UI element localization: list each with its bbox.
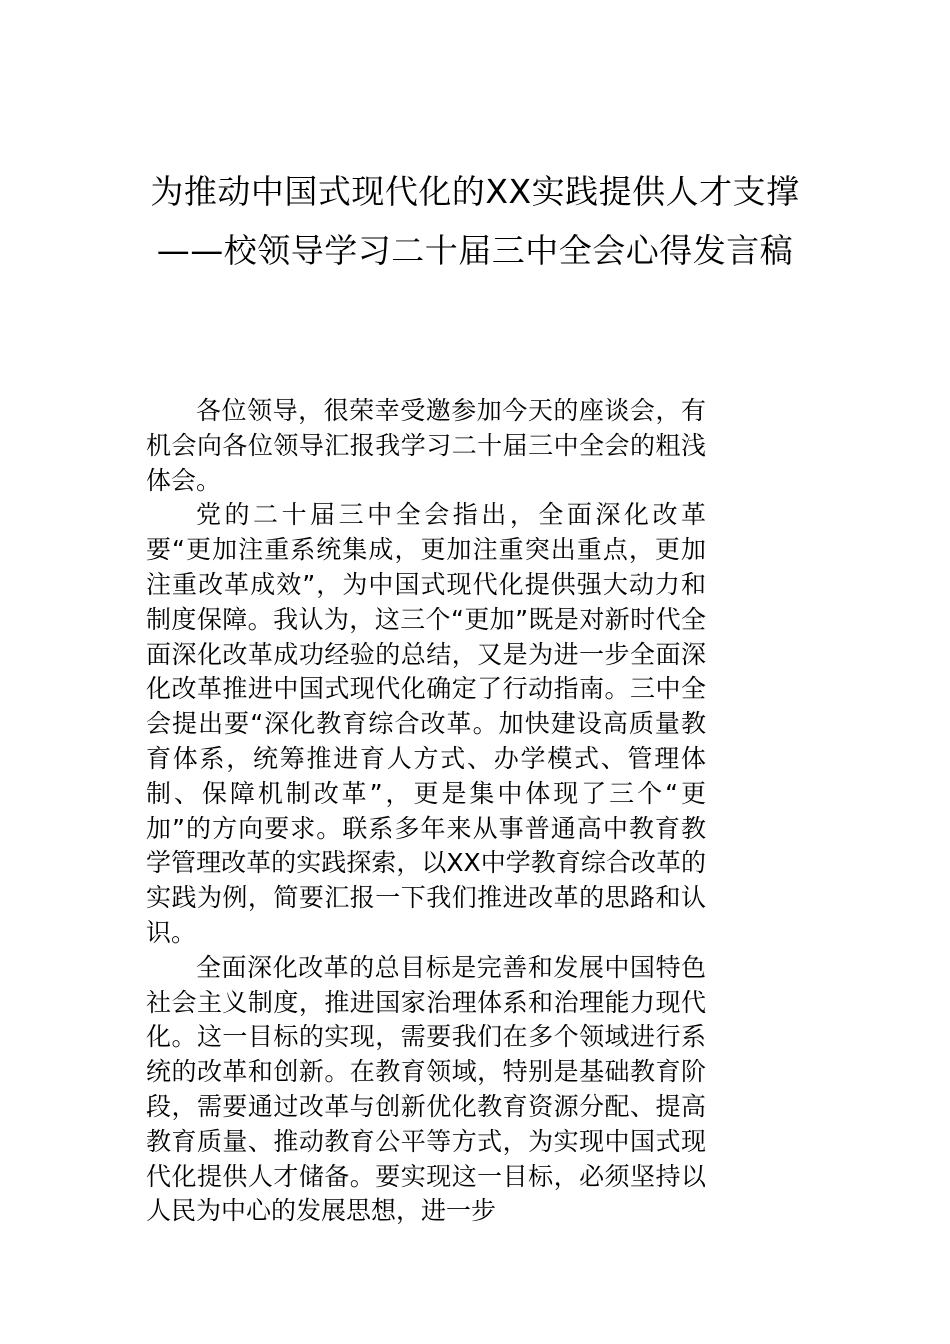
paragraph-3: 全面深化改革的总目标是完善和发展中国特色社会主义制度，推进国家治理体系和治理能力现代化。这一目标的实现，需要我们在多个领域进行系统的改革和创新。在教育领域，特别是基础教育阶段，需要通过改革与创新优化教育资源分配、提高教育质量、推动教育公平等方式，为实现中国式现代化提供人才储备。要实现这一目标，必须坚持以人民为中心的发展思想，进一步 bbox=[146, 952, 706, 1226]
paragraph-2: 党的二十届三中全会指出，全面深化改革要“更加注重系统集成，更加注重突出重点，更加注重改革成效”，为中国式现代化提供强大动力和制度保障。我认为，这三个“更加”既是对新时代全面深化改革成功经验的总结，又是为进一步全面深化改革推进中国式现代化确定了行动指南。三中全会提出要“深化教育综合改革。加快建设高质量教育体系，统筹推进育人方式、办学模式、管理体制、保障机制改革”，更是集中体现了三个“更加”的方向要求。联系多年来从事普通高中教育教学管理改革的实践探索，以XX中学教育综合改革的实践为例，简要汇报一下我们推进改革的思路和认识。 bbox=[146, 500, 706, 947]
paragraph-1: 各位领导，很荣幸受邀参加今天的座谈会，有机会向各位领导汇报我学习二十届三中全会的粗浅体会。 bbox=[146, 396, 706, 495]
document-body bbox=[146, 394, 706, 1229]
document-title: 为推动中国式现代化的XX实践提供人才支撑——校领导学习二十届三中全会心得发言稿 bbox=[150, 172, 800, 270]
